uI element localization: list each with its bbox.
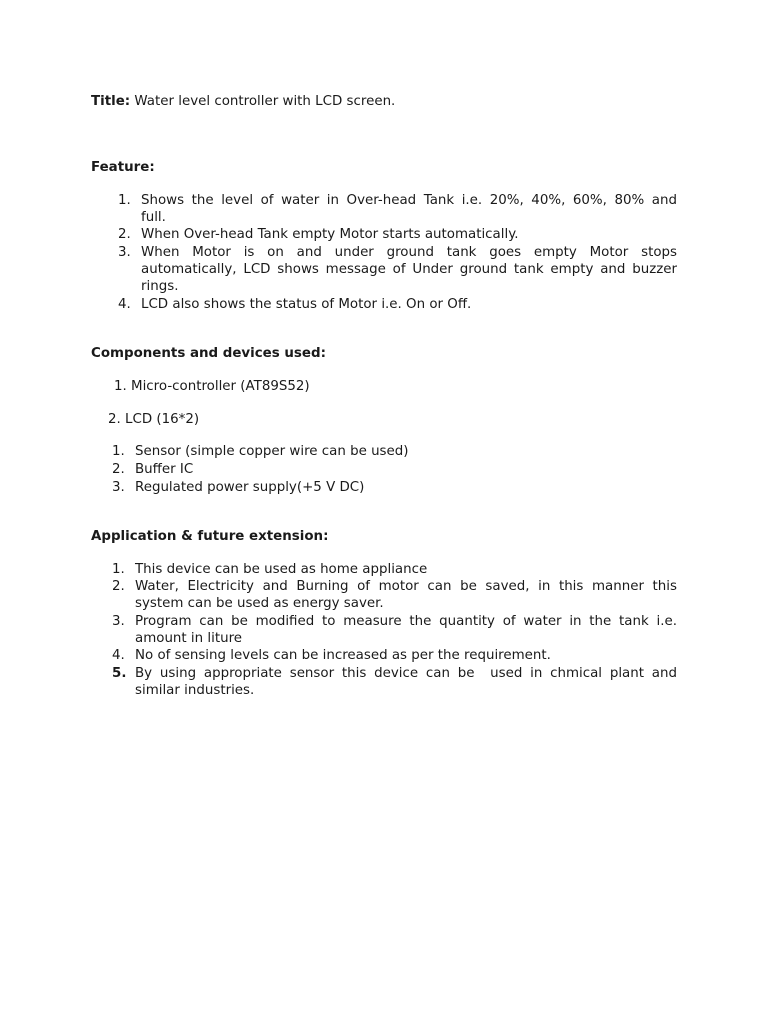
application-item-3-line-1: Program can be modified to measure the quantity of water in the tank i.e. bbox=[135, 614, 677, 629]
components-item-microcontroller: 1. Micro-controller (AT89S52) bbox=[114, 379, 310, 394]
components-list-item-2-text: Buffer IC bbox=[135, 462, 194, 477]
components-list-item-3-number: 3. bbox=[112, 480, 125, 495]
application-item-5-number: 5. bbox=[112, 666, 127, 681]
application-item-2-line-1: Water, Electricity and Burning of motor can be saved, in this manner this bbox=[135, 579, 677, 594]
components-list-item-2-number: 2. bbox=[112, 462, 125, 477]
application-item-3-line-2: amount in liture bbox=[135, 631, 243, 646]
feature-item-3-number: 3. bbox=[118, 245, 131, 260]
title-value: Water level controller with LCD screen. bbox=[134, 94, 396, 109]
application-item-2-line-2: system can be used as energy saver. bbox=[135, 596, 384, 611]
application-item-4-line-1: No of sensing levels can be increased as per the requirement. bbox=[135, 648, 551, 663]
feature-item-3-line-3: rings. bbox=[141, 279, 179, 294]
feature-item-2-line-1: When Over-head Tank empty Motor starts automatically. bbox=[141, 227, 519, 242]
feature-item-3-line-1: When Motor is on and under ground tank goes empty Motor stops bbox=[141, 245, 677, 260]
components-list-item-1-number: 1. bbox=[112, 444, 125, 459]
application-item-1-number: 1. bbox=[112, 562, 125, 577]
application-item-2-number: 2. bbox=[112, 579, 125, 594]
feature-item-1-line-1: Shows the level of water in Over-head Tank i.e. 20%, 40%, 60%, 80% and bbox=[141, 193, 677, 208]
components-list-item-3-text: Regulated power supply(+5 V DC) bbox=[135, 480, 365, 495]
components-heading: Components and devices used: bbox=[91, 346, 326, 361]
application-item-5-line-2: similar industries. bbox=[135, 683, 255, 698]
application-item-5-line-1: By using appropriate sensor this device can be used in chmical plant and bbox=[135, 666, 677, 681]
components-item-lcd: 2. LCD (16*2) bbox=[108, 412, 200, 427]
feature-item-4-line-1: LCD also shows the status of Motor i.e. On or Off. bbox=[141, 297, 472, 312]
feature-item-1-line-2: full. bbox=[141, 210, 166, 225]
feature-item-2-number: 2. bbox=[118, 227, 131, 242]
application-item-4-number: 4. bbox=[112, 648, 125, 663]
feature-item-4-number: 4. bbox=[118, 297, 131, 312]
application-item-3-number: 3. bbox=[112, 614, 125, 629]
application-heading: Application & future extension: bbox=[91, 529, 329, 544]
components-list-item-1-text: Sensor (simple copper wire can be used) bbox=[135, 444, 409, 459]
title-label: Title: bbox=[91, 94, 131, 109]
feature-item-3-line-2: automatically, LCD shows message of Under ground tank empty and buzzer bbox=[141, 262, 677, 277]
title-line bbox=[91, 93, 395, 110]
feature-heading: Feature: bbox=[91, 160, 155, 175]
application-item-1-line-1: This device can be used as home appliance bbox=[135, 562, 428, 577]
feature-item-1-number: 1. bbox=[118, 193, 131, 208]
